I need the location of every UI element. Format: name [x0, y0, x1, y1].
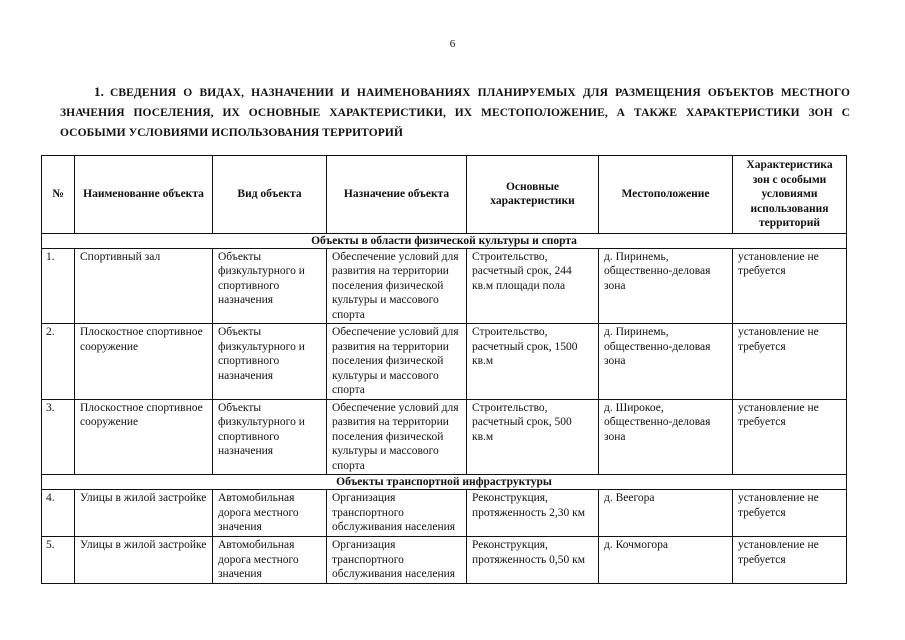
object-name: Спортивный зал	[75, 248, 213, 324]
zone-characteristics: установление не требуется	[733, 490, 847, 537]
object-characteristics: Строительство, расчетный срок, 244 кв.м площади пола	[467, 248, 599, 324]
object-location: д. Пиринемь, общественно-деловая зона	[599, 248, 733, 324]
row-number: 1.	[42, 248, 75, 324]
column-header-zone-characteristics: Характеристика зон с особыми условиями использования территорий	[733, 156, 847, 234]
object-type: Объекты физкультурного и спортивного назначения	[213, 399, 327, 475]
object-location: д. Широкое, общественно-деловая зона	[599, 399, 733, 475]
object-characteristics: Реконструкция, протяженность 2,30 км	[467, 490, 599, 537]
object-name: Улицы в жилой застройке	[75, 490, 213, 537]
column-header-name: Наименование объекта	[75, 156, 213, 234]
table-row	[42, 248, 847, 324]
table-header-row	[42, 156, 847, 234]
column-header-purpose: Назначение объекта	[327, 156, 467, 234]
column-header-number: №	[42, 156, 75, 234]
table-row	[42, 399, 847, 475]
section-heading	[60, 82, 850, 143]
object-purpose: Обеспечение условий для развития на территории поселения физической культуры и массового спорта	[327, 399, 467, 475]
object-name: Улицы в жилой застройке	[75, 537, 213, 584]
row-number: 4.	[42, 490, 75, 537]
section-title-sport: Объекты в области физической культуры и спорта	[42, 233, 847, 248]
object-type: Автомобильная дорога местного значения	[213, 490, 327, 537]
section-row	[42, 475, 847, 490]
object-purpose: Обеспечение условий для развития на территории поселения физической культуры и массового спорта	[327, 324, 467, 400]
page-number: 6	[449, 38, 456, 50]
row-number: 3.	[42, 399, 75, 475]
column-header-type: Вид объекта	[213, 156, 327, 234]
object-name: Плоскостное спортивное сооружение	[75, 399, 213, 475]
object-characteristics: Строительство, расчетный срок, 500 кв.м	[467, 399, 599, 475]
objects-table	[41, 155, 847, 584]
heading-number: 1.	[94, 84, 104, 99]
table-row	[42, 490, 847, 537]
object-purpose: Организация транспортного обслуживания населения	[327, 490, 467, 537]
zone-characteristics: установление не требуется	[733, 248, 847, 324]
object-purpose: Организация транспортного обслуживания населения	[327, 537, 467, 584]
column-header-location: Местоположение	[599, 156, 733, 234]
zone-characteristics: установление не требуется	[733, 399, 847, 475]
zone-characteristics: установление не требуется	[733, 324, 847, 400]
column-header-characteristics: Основные характеристики	[467, 156, 599, 234]
object-location: д. Веегора	[599, 490, 733, 537]
heading-text: СВЕДЕНИЯ О ВИДАХ, НАЗНАЧЕНИИ И НАИМЕНОВАНИЯХ ПЛАНИРУЕМЫХ ДЛЯ РАЗМЕЩЕНИЯ ОБЪЕКТОВ МЕСТНОГО ЗНАЧЕНИЯ ПОСЕЛЕНИЯ, ИХ ОСНОВНЫЕ ХАРАКТЕРИСТИКИ, ИХ МЕСТОПОЛОЖЕНИЕ, А ТАКЖЕ ХАРАКТЕРИСТИКИ ЗОН С ОСОБЫМИ УСЛОВИЯМИ ИСПОЛЬЗОВАНИЯ ТЕРРИТОРИЙ	[60, 87, 850, 139]
table-row	[42, 537, 847, 584]
object-characteristics: Строительство, расчетный срок, 1500 кв.м	[467, 324, 599, 400]
section-row	[42, 233, 847, 248]
row-number: 2.	[42, 324, 75, 400]
zone-characteristics: установление не требуется	[733, 537, 847, 584]
section-title-transport: Объекты транспортной инфраструктуры	[42, 475, 847, 490]
table-row	[42, 324, 847, 400]
object-location: д. Кочмогора	[599, 537, 733, 584]
object-type: Объекты физкультурного и спортивного назначения	[213, 248, 327, 324]
object-location: д. Пиринемь, общественно-деловая зона	[599, 324, 733, 400]
object-type: Объекты физкультурного и спортивного назначения	[213, 324, 327, 400]
row-number: 5.	[42, 537, 75, 584]
object-name: Плоскостное спортивное сооружение	[75, 324, 213, 400]
object-purpose: Обеспечение условий для развития на территории поселения физической культуры и массового спорта	[327, 248, 467, 324]
object-type: Автомобильная дорога местного значения	[213, 537, 327, 584]
object-characteristics: Реконструкция, протяженность 0,50 км	[467, 537, 599, 584]
